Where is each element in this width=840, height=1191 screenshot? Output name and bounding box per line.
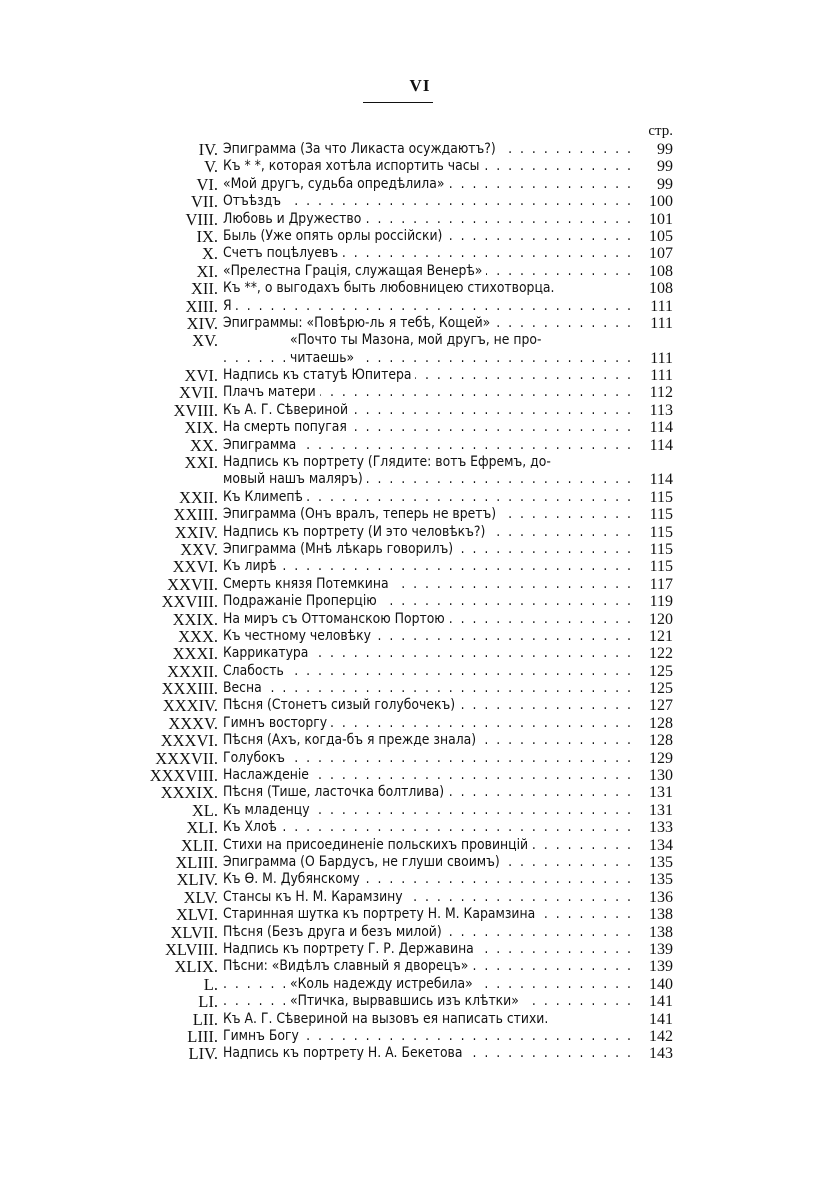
entry-number: VII. bbox=[190, 192, 218, 212]
entry-title-cell bbox=[223, 315, 635, 332]
entry-title: Отъѣздъ bbox=[223, 193, 285, 209]
entry-number: IV. bbox=[198, 139, 218, 159]
toc-entry bbox=[140, 280, 673, 297]
entry-page: 136 bbox=[635, 889, 673, 906]
entry-title-cell bbox=[223, 784, 635, 801]
entry-title-cell bbox=[223, 715, 635, 732]
entry-page: 108 bbox=[635, 263, 673, 280]
toc-entry bbox=[140, 715, 673, 732]
entry-number: XXIII. bbox=[173, 505, 218, 525]
page-column-label: стр. bbox=[648, 123, 673, 139]
toc-entry bbox=[140, 558, 673, 575]
entry-title: «Птичка, вырвавшись изъ клѣтки» bbox=[290, 993, 523, 1009]
entry-page: 138 bbox=[635, 906, 673, 923]
entry-title-cell bbox=[223, 367, 635, 384]
entry-title: Къ А. Г. Сѣвериной bbox=[223, 402, 352, 418]
toc-entry bbox=[140, 419, 673, 436]
toc-entry bbox=[140, 611, 673, 628]
toc-entry bbox=[140, 454, 673, 471]
entry-title: Плачъ матери bbox=[223, 384, 320, 400]
entry-page: 111 bbox=[635, 315, 673, 332]
entry-title: Эпиграмма (За что Ликаста осуждаютъ?) bbox=[223, 141, 500, 157]
entry-title: Любовь и Дружество bbox=[223, 211, 365, 227]
entry-title-cell bbox=[223, 732, 635, 749]
toc-entry bbox=[140, 698, 673, 715]
toc-entry bbox=[140, 524, 673, 541]
entry-title-cell bbox=[223, 680, 635, 697]
entry-number: XXXI. bbox=[172, 644, 218, 664]
entry-title: Надпись къ статуѣ Юпитера bbox=[223, 367, 415, 383]
entry-page: 142 bbox=[635, 1028, 673, 1045]
toc-entry bbox=[140, 315, 673, 332]
entry-number: LI. bbox=[198, 992, 218, 1012]
entry-page: 128 bbox=[635, 715, 673, 732]
entry-title-cell bbox=[223, 384, 635, 401]
header-rule bbox=[363, 102, 433, 103]
entry-page: 143 bbox=[635, 1045, 673, 1062]
entry-page: 111 bbox=[635, 350, 673, 367]
entry-number: V. bbox=[204, 157, 218, 177]
entry-title: Надпись къ портрету Н. А. Бекетова bbox=[223, 1045, 466, 1061]
entry-number: XLV. bbox=[183, 887, 218, 907]
entry-number: XII. bbox=[190, 279, 218, 299]
entry-page: 115 bbox=[635, 506, 673, 523]
entry-page: 135 bbox=[635, 854, 673, 871]
toc-entry bbox=[140, 193, 673, 210]
entry-title-cell bbox=[223, 437, 635, 454]
entry-page: 134 bbox=[635, 837, 673, 854]
entry-page: 139 bbox=[635, 941, 673, 958]
entry-title: читаешь» bbox=[290, 350, 358, 366]
entry-title: На миръ съ Оттоманскою Портою bbox=[223, 611, 449, 627]
entry-page: 122 bbox=[635, 645, 673, 662]
toc-entry bbox=[140, 176, 673, 193]
entry-title-cell bbox=[223, 558, 635, 575]
entry-title: Весна bbox=[223, 680, 266, 696]
toc-entry bbox=[140, 1028, 673, 1045]
entry-title-cell bbox=[223, 211, 635, 228]
entry-title: Быль (Уже опять орлы россійски) bbox=[223, 228, 446, 244]
entry-title: На смерть попугая bbox=[223, 419, 351, 435]
entry-title-cell bbox=[223, 1011, 635, 1028]
toc-entry bbox=[140, 645, 673, 662]
entry-number: XXXV. bbox=[168, 713, 218, 733]
entry-title: «Прелестна Грація, служащая Венерѣ» bbox=[223, 263, 486, 279]
entry-title-cell bbox=[223, 628, 635, 645]
entry-title: Стансы къ Н. М. Карамзину bbox=[223, 889, 407, 905]
entry-page: 138 bbox=[635, 924, 673, 941]
entry-title-cell bbox=[223, 524, 635, 541]
entry-page: 125 bbox=[635, 680, 673, 697]
entry-number: XXII. bbox=[179, 487, 218, 507]
entry-title-cell bbox=[223, 837, 635, 854]
entry-page: 114 bbox=[635, 419, 673, 436]
entry-title: Къ Климепѣ bbox=[223, 489, 307, 505]
entry-title: Наслажденіе bbox=[223, 767, 313, 783]
toc-entry bbox=[140, 1011, 673, 1028]
entry-number: LII. bbox=[192, 1009, 218, 1029]
toc-entry bbox=[140, 732, 673, 749]
entry-number: X. bbox=[201, 244, 218, 264]
toc-entry bbox=[140, 593, 673, 610]
toc-entry bbox=[140, 993, 673, 1010]
entry-title-cell bbox=[223, 280, 635, 297]
toc-entry bbox=[140, 506, 673, 523]
entry-title: Гимнъ Богу bbox=[223, 1028, 303, 1044]
entry-number: XLIX. bbox=[174, 957, 218, 977]
entry-number: XXXIV. bbox=[162, 696, 218, 716]
entry-page: 115 bbox=[635, 489, 673, 506]
entry-number: XLIV. bbox=[176, 870, 218, 890]
entry-title: Надпись къ портрету (И это человѣкъ?) bbox=[223, 524, 489, 540]
toc-entry bbox=[140, 924, 673, 941]
entry-title-cell bbox=[223, 924, 635, 941]
entry-number: XVII. bbox=[179, 383, 218, 403]
entry-title-cell bbox=[223, 958, 635, 975]
toc-entry bbox=[140, 298, 673, 315]
entry-title: Стихи на присоединеніе польскихъ провинцій bbox=[223, 837, 532, 853]
toc-entry bbox=[140, 228, 673, 245]
toc-entry bbox=[140, 384, 673, 401]
toc-entry bbox=[140, 332, 673, 349]
entry-title: «Почто ты Мазона, мой другъ, не про- bbox=[290, 332, 545, 348]
entry-page: 135 bbox=[635, 871, 673, 888]
entry-title: Подражаніе Проперцію bbox=[223, 593, 381, 609]
toc-entry bbox=[140, 245, 673, 262]
entry-title: Счетъ поцѣлуевъ bbox=[223, 245, 342, 261]
entry-title: Старинная шутка къ портрету Н. М. Карамзина bbox=[223, 906, 539, 922]
entry-title: Надпись къ портрету (Глядите: вотъ Ефремъ, до- bbox=[223, 454, 555, 470]
entry-page: 127 bbox=[635, 697, 673, 714]
entry-page: 140 bbox=[635, 976, 673, 993]
entry-page: 115 bbox=[635, 541, 673, 558]
entry-title-cell bbox=[223, 350, 635, 367]
entry-number: VIII. bbox=[185, 209, 218, 229]
toc-entry bbox=[140, 437, 673, 454]
toc-entry bbox=[140, 141, 673, 158]
entry-title: Къ честному человѣку bbox=[223, 628, 375, 644]
entry-title-cell bbox=[223, 489, 635, 506]
entry-number: XLI. bbox=[186, 818, 218, 838]
entry-title-cell bbox=[223, 576, 635, 593]
entry-number: XXXVIII. bbox=[149, 766, 218, 786]
entry-title: Смерть князя Потемкина bbox=[223, 576, 393, 592]
entry-page: 120 bbox=[635, 611, 673, 628]
entry-number: XLII. bbox=[180, 835, 218, 855]
entry-number: XI. bbox=[196, 261, 218, 281]
entry-title-cell bbox=[223, 402, 635, 419]
entry-page: 111 bbox=[635, 367, 673, 384]
entry-title-cell bbox=[223, 245, 635, 262]
toc-entry bbox=[140, 784, 673, 801]
entry-number: XXXII. bbox=[167, 661, 218, 681]
entry-title-cell bbox=[223, 906, 635, 923]
entry-title: Эпиграммы: «Повѣрю-ль я тебѣ, Кощей» bbox=[223, 315, 494, 331]
toc-entry bbox=[140, 906, 673, 923]
entry-title: Къ **, о выгодахъ быть любовницею стихотворца. bbox=[223, 280, 558, 296]
entry-title-cell bbox=[223, 593, 635, 610]
entry-number: XV. bbox=[192, 331, 218, 351]
entry-title-cell bbox=[223, 506, 635, 523]
toc-entry bbox=[140, 750, 673, 767]
entry-title-cell bbox=[223, 663, 635, 680]
entry-number: XXV. bbox=[180, 539, 218, 559]
entry-page: 107 bbox=[635, 245, 673, 262]
entry-page: 108 bbox=[635, 280, 673, 297]
entry-title-cell bbox=[223, 750, 635, 767]
entry-page: 131 bbox=[635, 802, 673, 819]
entry-title: Каррикатура bbox=[223, 645, 312, 661]
entry-title: мовый нашъ маляръ) bbox=[223, 471, 367, 487]
entry-page: 133 bbox=[635, 819, 673, 836]
entry-title-cell bbox=[223, 854, 635, 871]
entry-number: IX. bbox=[196, 226, 218, 246]
toc-entry bbox=[140, 854, 673, 871]
entry-number: XXX. bbox=[178, 626, 218, 646]
entry-title: Къ * *, которая хотѣла испортить часы bbox=[223, 158, 483, 174]
entry-title-cell bbox=[223, 332, 635, 349]
entry-title: Я bbox=[223, 298, 236, 314]
entry-title-cell bbox=[223, 541, 635, 558]
entry-number: XVIII. bbox=[173, 400, 218, 420]
entry-title: Эпиграмма (О Бардусъ, не глуши своимъ) bbox=[223, 854, 504, 870]
entry-title-cell bbox=[223, 1045, 635, 1062]
toc-entry bbox=[140, 576, 673, 593]
entry-page: 141 bbox=[635, 1011, 673, 1028]
entry-number: XXXVII. bbox=[155, 748, 218, 768]
toc-entry bbox=[140, 889, 673, 906]
entry-title: Пѣсня (Стонетъ сизый голубочекъ) bbox=[223, 697, 459, 713]
entry-number: XXXIX. bbox=[160, 783, 218, 803]
entry-number: L. bbox=[203, 974, 218, 994]
entry-title: «Коль надежду истребила» bbox=[290, 976, 477, 992]
entry-title: Къ Хлоѣ bbox=[223, 819, 281, 835]
toc-entry bbox=[140, 837, 673, 854]
entry-page: 119 bbox=[635, 593, 673, 610]
entry-title: Надпись къ портрету Г. Р. Державина bbox=[223, 941, 478, 957]
entry-number: XIX. bbox=[184, 418, 218, 438]
entry-page: 129 bbox=[635, 750, 673, 767]
entry-number: XXIX. bbox=[172, 609, 218, 629]
toc-entry bbox=[140, 680, 673, 697]
entry-page: 111 bbox=[635, 298, 673, 315]
entry-page: 128 bbox=[635, 732, 673, 749]
entry-page: 130 bbox=[635, 767, 673, 784]
entry-page: 141 bbox=[635, 993, 673, 1010]
toc-entry bbox=[140, 367, 673, 384]
entry-title: «Мой другъ, судьба опредѣлила» bbox=[223, 176, 448, 192]
entry-page: 131 bbox=[635, 784, 673, 801]
entry-title: Къ Ѳ. М. Дубянскому bbox=[223, 871, 364, 887]
entry-title-cell bbox=[223, 454, 635, 471]
entry-title: Пѣсни: «Видѣлъ славный я дворецъ» bbox=[223, 958, 472, 974]
entry-number: XLVIII. bbox=[164, 939, 218, 959]
entry-page: 112 bbox=[635, 384, 673, 401]
entry-number: XLVII. bbox=[170, 922, 218, 942]
entry-title-cell bbox=[223, 889, 635, 906]
entry-title: Голубокъ bbox=[223, 750, 289, 766]
toc-entry bbox=[140, 263, 673, 280]
entry-title-cell bbox=[223, 941, 635, 958]
entry-title: Къ лирѣ bbox=[223, 558, 281, 574]
entry-number: XLVI. bbox=[175, 905, 218, 925]
entry-title-cell bbox=[223, 1028, 635, 1045]
entry-number: XX. bbox=[190, 435, 218, 455]
entry-page: 115 bbox=[635, 524, 673, 541]
toc-entry bbox=[140, 958, 673, 975]
entry-page: 117 bbox=[635, 576, 673, 593]
entry-page: 139 bbox=[635, 958, 673, 975]
entry-number: XXVI. bbox=[172, 557, 218, 577]
page-number: VI bbox=[409, 76, 431, 95]
entry-title-cell bbox=[223, 298, 635, 315]
entry-number: XXI. bbox=[184, 453, 218, 473]
toc-entry bbox=[140, 158, 673, 175]
entry-title: Къ А. Г. Сѣвериной на вызовъ ея написать стихи. bbox=[223, 1011, 552, 1027]
entry-number: XVI. bbox=[184, 366, 218, 386]
entry-page: 99 bbox=[635, 158, 673, 175]
entry-number: VI. bbox=[196, 174, 218, 194]
entry-title-cell bbox=[223, 193, 635, 210]
entry-title-cell bbox=[223, 263, 635, 280]
entry-page: 114 bbox=[635, 437, 673, 454]
entry-page: 121 bbox=[635, 628, 673, 645]
entry-page: 125 bbox=[635, 663, 673, 680]
entry-title-cell bbox=[223, 993, 635, 1010]
entry-page: 105 bbox=[635, 228, 673, 245]
entry-number: XL. bbox=[191, 800, 218, 820]
entry-page: 113 bbox=[635, 402, 673, 419]
entry-page: 114 bbox=[635, 471, 673, 488]
toc-entry bbox=[140, 211, 673, 228]
entry-number: XIII. bbox=[185, 296, 218, 316]
entry-title: Эпиграмма bbox=[223, 437, 300, 453]
entry-page: 99 bbox=[635, 176, 673, 193]
entry-title-cell bbox=[223, 871, 635, 888]
entry-number: XXIV. bbox=[174, 522, 218, 542]
entry-number: XXVIII. bbox=[161, 592, 218, 612]
entry-title: Пѣсня (Ахъ, когда-бъ я прежде знала) bbox=[223, 732, 480, 748]
entry-number: LIV. bbox=[188, 1044, 218, 1064]
toc-entry bbox=[140, 663, 673, 680]
entry-number: XLIII. bbox=[175, 853, 218, 872]
toc-entry bbox=[140, 767, 673, 784]
entry-page: 101 bbox=[635, 211, 673, 228]
toc-entry bbox=[140, 802, 673, 819]
entry-title-cell bbox=[223, 645, 635, 662]
toc-entry bbox=[140, 819, 673, 836]
entry-title: Слабость bbox=[223, 663, 288, 679]
entry-title-cell bbox=[223, 228, 635, 245]
entry-title-cell bbox=[223, 419, 635, 436]
toc-entry bbox=[140, 402, 673, 419]
entry-number: XXVII. bbox=[167, 574, 218, 594]
entry-page: 100 bbox=[635, 193, 673, 210]
entry-title-cell bbox=[223, 611, 635, 628]
toc-entry bbox=[140, 541, 673, 558]
toc-entry bbox=[140, 471, 673, 488]
toc-entry bbox=[140, 489, 673, 506]
toc-entry bbox=[140, 350, 673, 367]
entry-number: LIII. bbox=[187, 1026, 218, 1046]
toc-entry bbox=[140, 1045, 673, 1062]
toc-entry bbox=[140, 628, 673, 645]
entry-title-cell bbox=[223, 471, 635, 488]
entry-title: Пѣсня (Тише, ласточка болтлива) bbox=[223, 784, 448, 800]
entry-title: Эпиграмма (Мнѣ лѣкарь говорилъ) bbox=[223, 541, 457, 557]
entry-title-cell bbox=[223, 767, 635, 784]
toc-entry bbox=[140, 871, 673, 888]
toc-entry bbox=[140, 976, 673, 993]
entry-title-cell bbox=[223, 158, 635, 175]
entry-number: XIV. bbox=[186, 313, 218, 333]
table-of-contents bbox=[140, 141, 673, 1063]
entry-title-cell bbox=[223, 819, 635, 836]
entry-title-cell bbox=[223, 976, 635, 993]
entry-number: XXXVI. bbox=[160, 731, 218, 751]
entry-title-cell bbox=[223, 141, 635, 158]
entry-title-cell bbox=[223, 697, 635, 714]
entry-title: Къ младенцу bbox=[223, 802, 314, 818]
toc-entry bbox=[140, 941, 673, 958]
entry-title: Гимнъ восторгу bbox=[223, 715, 331, 731]
entry-title: Эпиграмма (Онъ вралъ, теперь не вретъ) bbox=[223, 506, 500, 522]
entry-title-cell bbox=[223, 802, 635, 819]
entry-page: 99 bbox=[635, 141, 673, 158]
entry-title: Пѣсня (Безъ друга и безъ милой) bbox=[223, 924, 446, 940]
entry-title-cell bbox=[223, 176, 635, 193]
entry-page: 115 bbox=[635, 558, 673, 575]
entry-number: XXXIII. bbox=[161, 679, 218, 699]
